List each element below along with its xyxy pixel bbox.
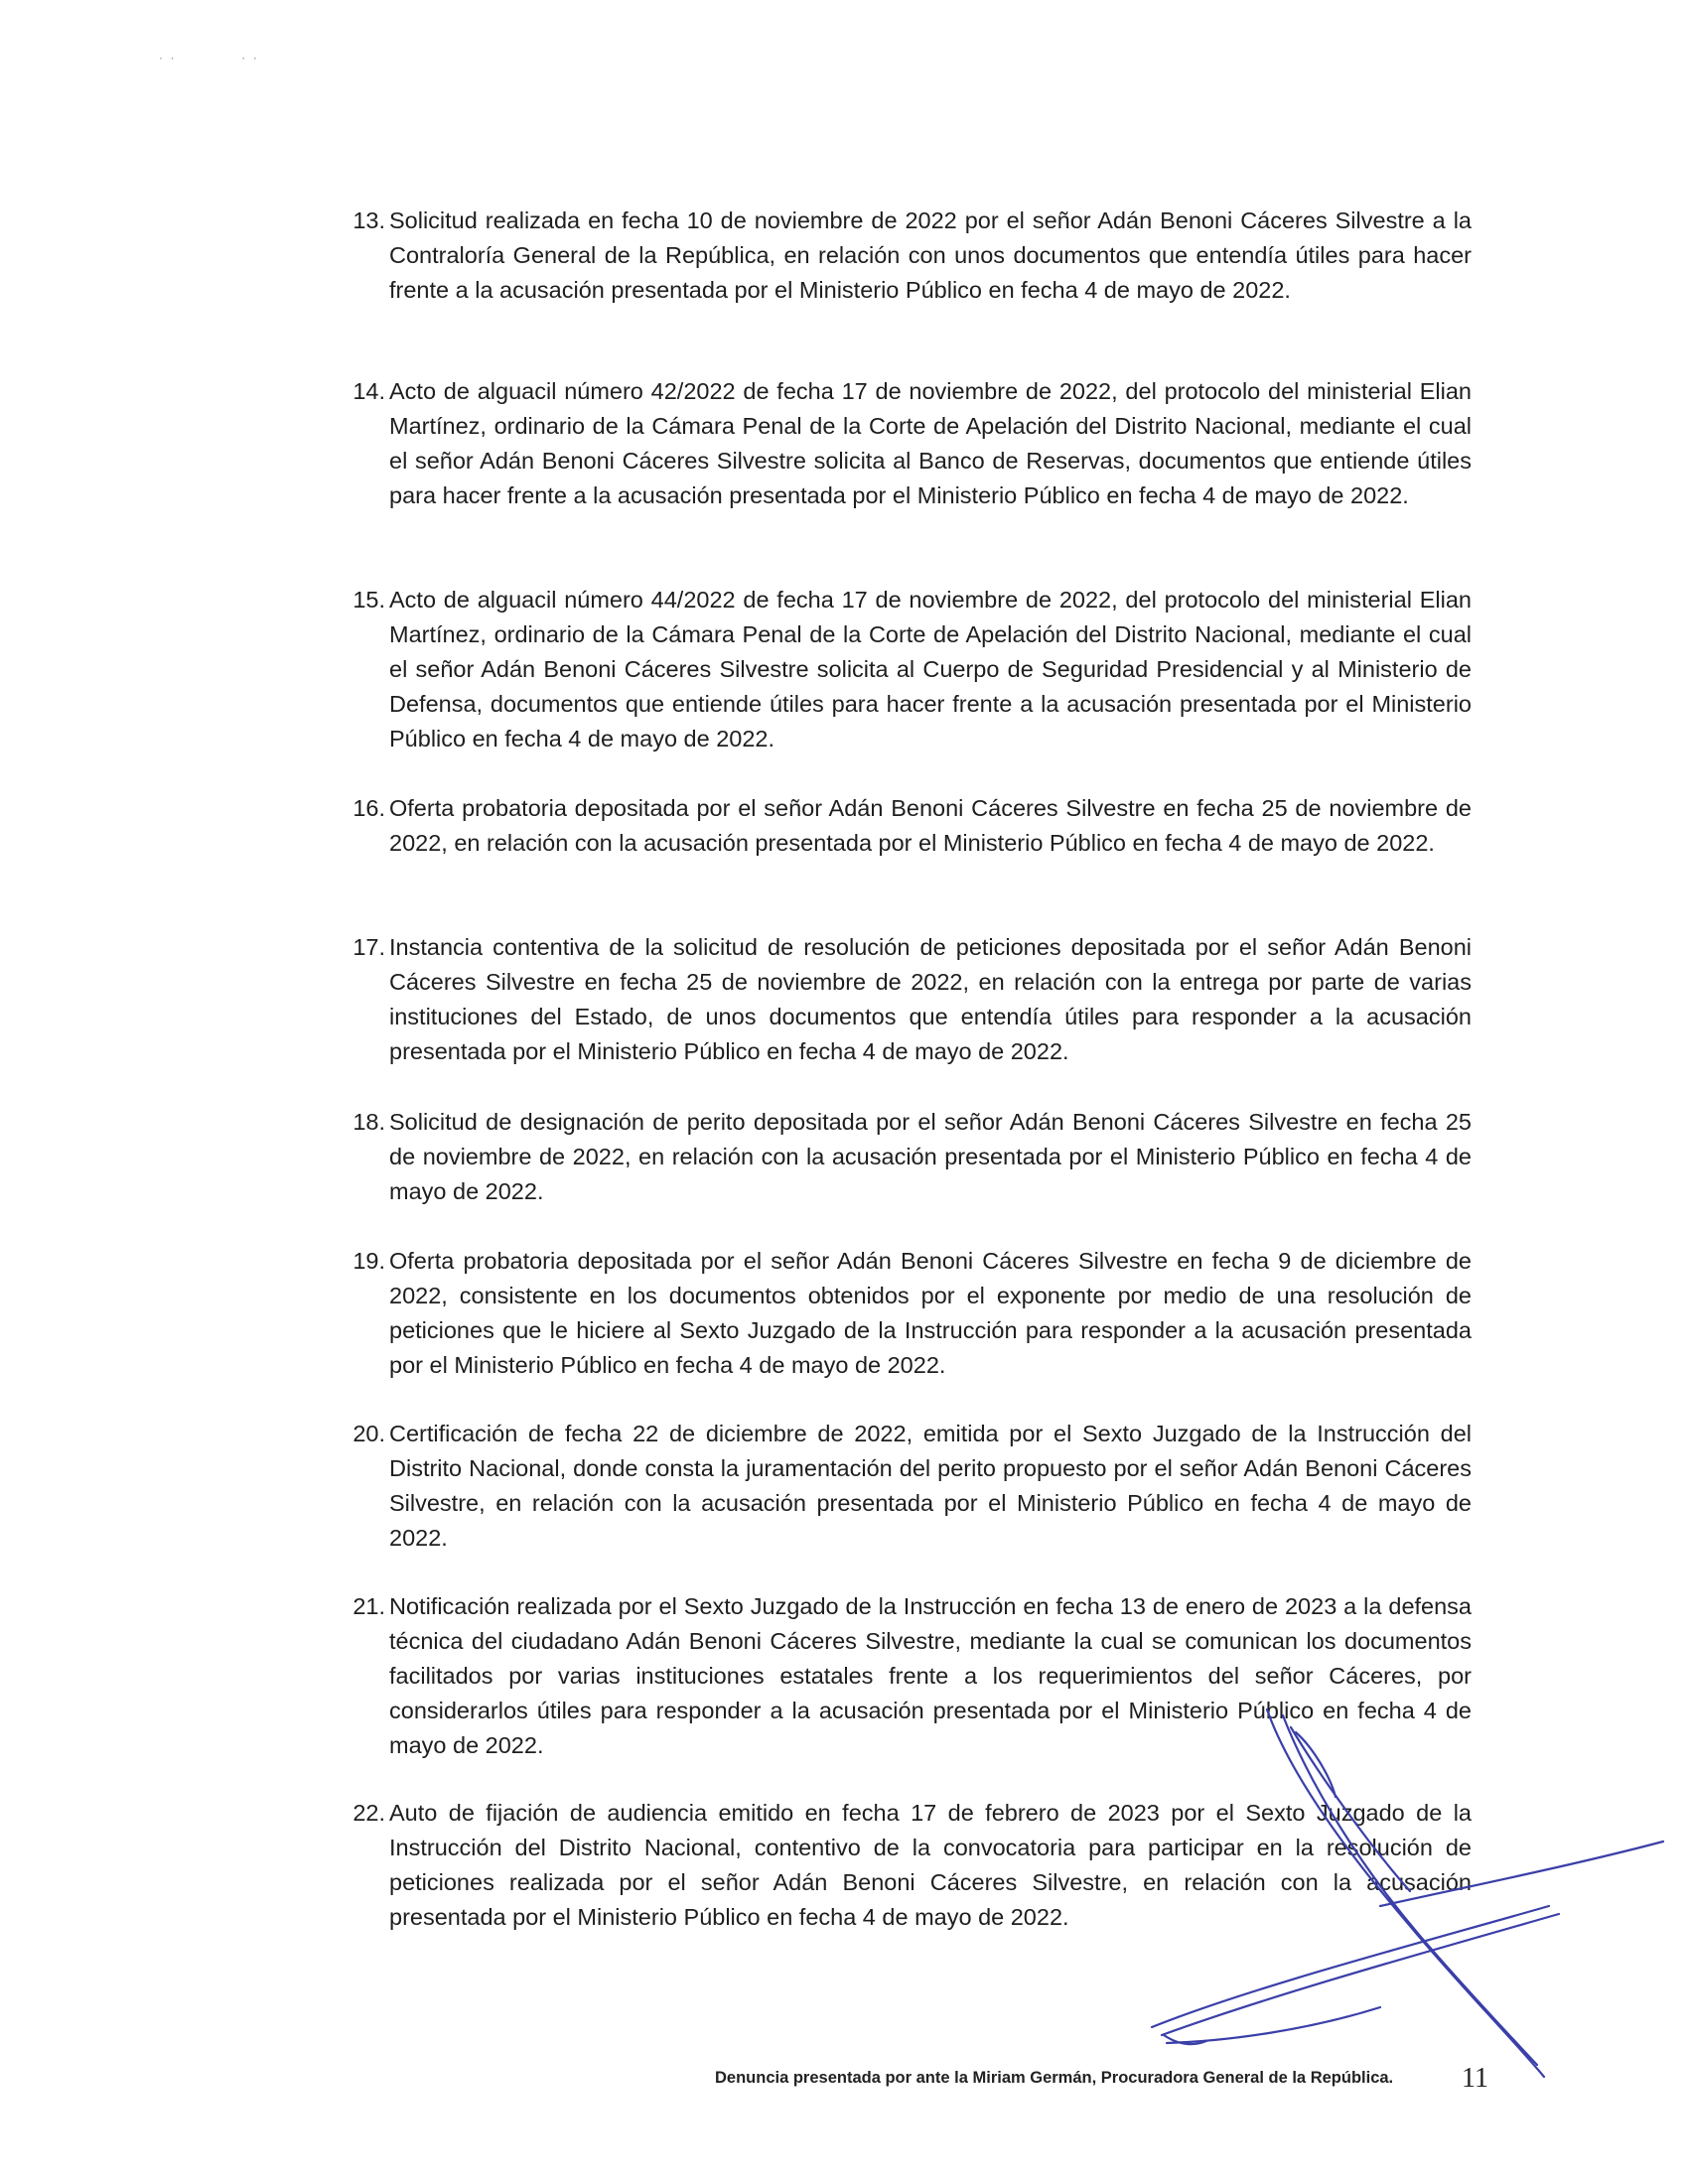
list-item [352,1417,1472,1556]
item-text: Solicitud realizada en fecha 10 de noviembre de 2022 por el señor Adán Benoni Cáceres Silvestre a la Contraloría General de la República, en relación con unos documentos que entendía útiles para hacer frente a la acusación presentada por el Ministerio Público en fecha 4 de mayo de 2022. [389,207,1472,303]
item-number: 16. [352,795,385,821]
item-text: Certificación de fecha 22 de diciembre de 2022, emitida por el Sexto Juzgado de la Instrucción del Distrito Nacional, donde consta la juramentación del perito propuesto por el señor Adán Benoni Cáceres Silvestre, en relación con la acusación presentada por el Ministerio Público en fecha 4 de mayo de 2022. [389,1421,1472,1551]
scan-marks [159,52,319,66]
list-item [352,1589,1472,1763]
signature-stroke [1167,2007,1380,2043]
item-number: 15. [352,587,385,613]
item-text: Instancia contentiva de la solicitud de resolución de peticiones depositada por el señor Adán Benoni Cáceres Silvestre en fecha 25 de noviembre de 2022, en relación con la entrega por parte de varias instituciones del Estado, de unos documentos que entendía útiles para responder a la acusación presentada por el Ministerio Público en fecha 4 de mayo de 2022. [389,934,1472,1064]
list-item [352,204,1472,308]
item-number: 14. [352,378,385,404]
item-number: 21. [352,1593,385,1619]
item-text: Auto de fijación de audiencia emitido en fecha 17 de febrero de 2023 por el Sexto Juzgado de la Instrucción del Distrito Nacional, contentivo de la convocatoria para participar en la resolución de peticiones realizada por el señor Adán Benoni Cáceres Silvestre, en relación con la acusación presentada por el Ministerio Público en fecha 4 de mayo de 2022. [389,1800,1472,1930]
list-item [352,1796,1472,1935]
scan-mark: · · [159,52,177,66]
item-number: 18. [352,1109,385,1135]
item-number: 17. [352,934,385,960]
signature-stroke [1164,2035,1206,2044]
item-number: 19. [352,1248,385,1274]
footer-text: Denuncia presentada por ante la Miriam Germán, Procuradora General de la República. [715,2069,1394,2087]
list-item [352,583,1472,756]
item-number: 22. [352,1800,385,1826]
list-item [352,374,1472,513]
list-item [352,1105,1472,1209]
page-number: 11 [1462,2063,1488,2094]
list-item [352,930,1472,1069]
scan-mark: · · [241,52,259,66]
item-text: Oferta probatoria depositada por el señor Adán Benoni Cáceres Silvestre en fecha 25 de noviembre de 2022, en relación con la acusación presentada por el Ministerio Público en fecha 4 de mayo de 2022. [389,795,1472,856]
list-item [352,791,1472,861]
list-item [352,1244,1472,1383]
item-text: Acto de alguacil número 44/2022 de fecha 17 de noviembre de 2022, del protocolo del ministerial Elian Martínez, ordinario de la Cámara Penal de la Corte de Apelación del Distrito Nacional, mediante el cual el señor Adán Benoni Cáceres Silvestre solicita al Cuerpo de Seguridad Presidencial y al Ministerio de Defensa, documentos que entiende útiles para hacer frente a la acusación presentada por el Ministerio Público en fecha 4 de mayo de 2022. [389,587,1472,751]
item-text: Notificación realizada por el Sexto Juzgado de la Instrucción en fecha 13 de enero de 2023 a la defensa técnica del ciudadano Adán Benoni Cáceres Silvestre, mediante la cual se comunican los documentos facilitados por varias instituciones estatales frente a los requerimientos del señor Cáceres, por considerarlos útiles para responder a la acusación presentada por el Ministerio Público en fecha 4 de mayo de 2022. [389,1593,1472,1758]
item-text: Solicitud de designación de perito depositada por el señor Adán Benoni Cáceres Silvestre en fecha 25 de noviembre de 2022, en relación con la acusación presentada por el Ministerio Público en fecha 4 de mayo de 2022. [389,1109,1472,1204]
item-text: Oferta probatoria depositada por el señor Adán Benoni Cáceres Silvestre en fecha 9 de diciembre de 2022, consistente en los documentos obtenidos por el exponente por medio de una resolución de peticiones que le hiciere al Sexto Juzgado de la Instrucción para responder a la acusación presentada por el Ministerio Público en fecha 4 de mayo de 2022. [389,1248,1472,1378]
item-number: 13. [352,207,385,233]
item-number: 20. [352,1421,385,1446]
item-text: Acto de alguacil número 42/2022 de fecha 17 de noviembre de 2022, del protocolo del ministerial Elian Martínez, ordinario de la Cámara Penal de la Corte de Apelación del Distrito Nacional, mediante el cual el señor Adán Benoni Cáceres Silvestre solicita al Banco de Reservas, documentos que entiende útiles para hacer frente a la acusación presentada por el Ministerio Público en fecha 4 de mayo de 2022. [389,378,1472,508]
